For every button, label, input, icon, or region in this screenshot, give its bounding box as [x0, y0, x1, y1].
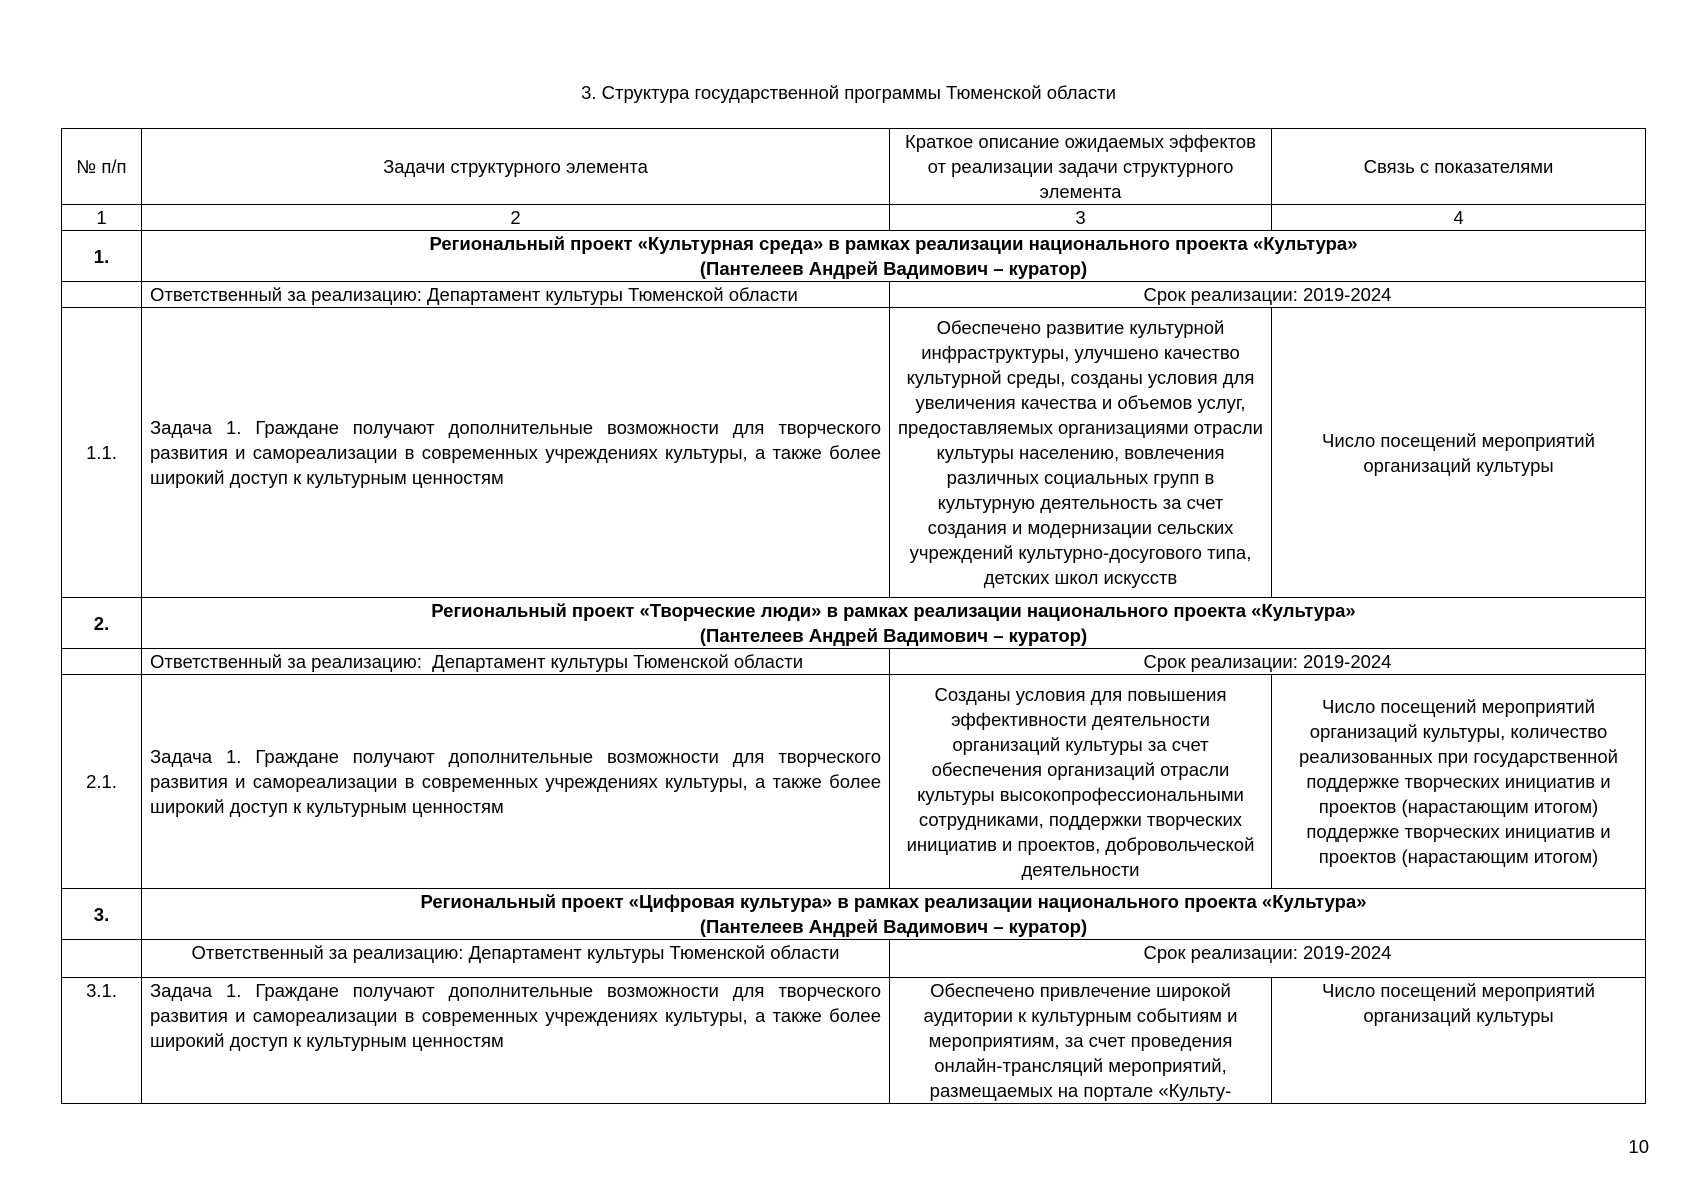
indicator-link-text: Число посещений мероприятий организаций культуры, количество реализованных при государственной поддержке творческих инициатив и проектов (нарастающим итогом) поддержке творческих инициатив и проектов (нарастающим итогом) — [1272, 675, 1646, 889]
header-tasks: Задачи структурного элемента — [142, 129, 890, 205]
column-numbers-row — [62, 205, 1646, 231]
section-curator-line: (Пантелеев Андрей Вадимович – куратор) — [699, 625, 1088, 646]
column-number: 2 — [142, 205, 890, 231]
header-link: Связь с показателями — [1272, 129, 1646, 205]
section-title — [142, 889, 1646, 940]
task-text: Задача 1. Граждане получают дополнительные возможности для творческого развития и самореализации в современных учреждениях культуры, а также более широкий доступ к культурным ценностям — [142, 675, 890, 889]
section-title-row — [62, 231, 1646, 282]
task-number: 2.1. — [62, 675, 142, 889]
section-title — [142, 598, 1646, 649]
section-title-row — [62, 889, 1646, 940]
section-number: 3. — [62, 889, 142, 940]
column-number: 1 — [62, 205, 142, 231]
effect-text: Созданы условия для повышения эффективности деятельности организаций культуры за счет обеспечения организаций отрасли культуры высокопрофессиональными сотрудниками, поддержки творческих инициатив и проектов, добровольческой деятельности — [890, 675, 1272, 889]
section-title — [142, 231, 1646, 282]
empty-cell — [62, 649, 142, 675]
section-curator-line: (Пантелеев Андрей Вадимович – куратор) — [699, 916, 1088, 937]
section-curator-line: (Пантелеев Андрей Вадимович – куратор) — [699, 258, 1088, 279]
empty-cell — [62, 940, 142, 978]
task-row — [62, 978, 1646, 1104]
column-number: 3 — [890, 205, 1272, 231]
section-title-line: Региональный проект «Творческие люди» в рамках реализации национального проекта «Культура» — [431, 600, 1356, 621]
page-number: 10 — [1628, 1136, 1649, 1157]
section-responsible-row — [62, 940, 1646, 978]
indicator-link-text: Число посещений мероприятий организаций культуры — [1272, 308, 1646, 598]
responsible-text: Ответственный за реализацию: Департамент культуры Тюменской области — [142, 649, 890, 675]
program-structure-table — [61, 128, 1646, 1104]
section-responsible-row — [62, 282, 1646, 308]
column-number: 4 — [1272, 205, 1646, 231]
responsible-text: Ответственный за реализацию: Департамент культуры Тюменской области — [142, 940, 890, 978]
header-effects: Краткое описание ожидаемых эффектов от реализации задачи структурного элемента — [890, 129, 1272, 205]
page-title: 3. Структура государственной программы Тюменской области — [581, 82, 1116, 103]
task-number: 1.1. — [62, 308, 142, 598]
section-number: 2. — [62, 598, 142, 649]
task-row — [62, 675, 1646, 889]
term-text: Срок реализации: 2019-2024 — [890, 282, 1646, 308]
responsible-text: Ответственный за реализацию: Департамент культуры Тюменской области — [142, 282, 890, 308]
indicator-link-text: Число посещений мероприятий организаций культуры — [1272, 978, 1646, 1104]
section-number: 1. — [62, 231, 142, 282]
task-text: Задача 1. Граждане получают дополнительные возможности для творческого развития и самореализации в современных учреждениях культуры, а также более широкий доступ к культурным ценностям — [142, 308, 890, 598]
empty-cell — [62, 282, 142, 308]
section-title-row — [62, 598, 1646, 649]
section-responsible-row — [62, 649, 1646, 675]
effect-text: Обеспечено развитие культурной инфраструктуры, улучшено качество культурной среды, созданы условия для увеличения качества и объемов услуг, предоставляемых организациями отрасли культуры населению, вовлечения различных социальных групп в культурную деятельность за счет создания и модернизации сельских учреждений культурно-досугового типа, детских школ искусств — [890, 308, 1272, 598]
section-title-line: Региональный проект «Культурная среда» в рамках реализации национального проекта «Культура» — [429, 233, 1358, 254]
section-title-line: Региональный проект «Цифровая культура» в рамках реализации национального проекта «Культура» — [420, 891, 1367, 912]
term-text: Срок реализации: 2019-2024 — [890, 649, 1646, 675]
header-num: № п/п — [62, 129, 142, 205]
term-text: Срок реализации: 2019-2024 — [890, 940, 1646, 978]
effect-text: Обеспечено привлечение широкой аудитории к культурным событиям и мероприятиям, за счет проведения онлайн-трансляций мероприятий, размещаемых на портале «Культу- — [890, 978, 1272, 1104]
task-text: Задача 1. Граждане получают дополнительные возможности для творческого развития и самореализации в современных учреждениях культуры, а также более широкий доступ к культурным ценностям — [142, 978, 890, 1104]
task-number: 3.1. — [62, 978, 142, 1104]
table-header-row — [62, 129, 1646, 205]
task-row — [62, 308, 1646, 598]
